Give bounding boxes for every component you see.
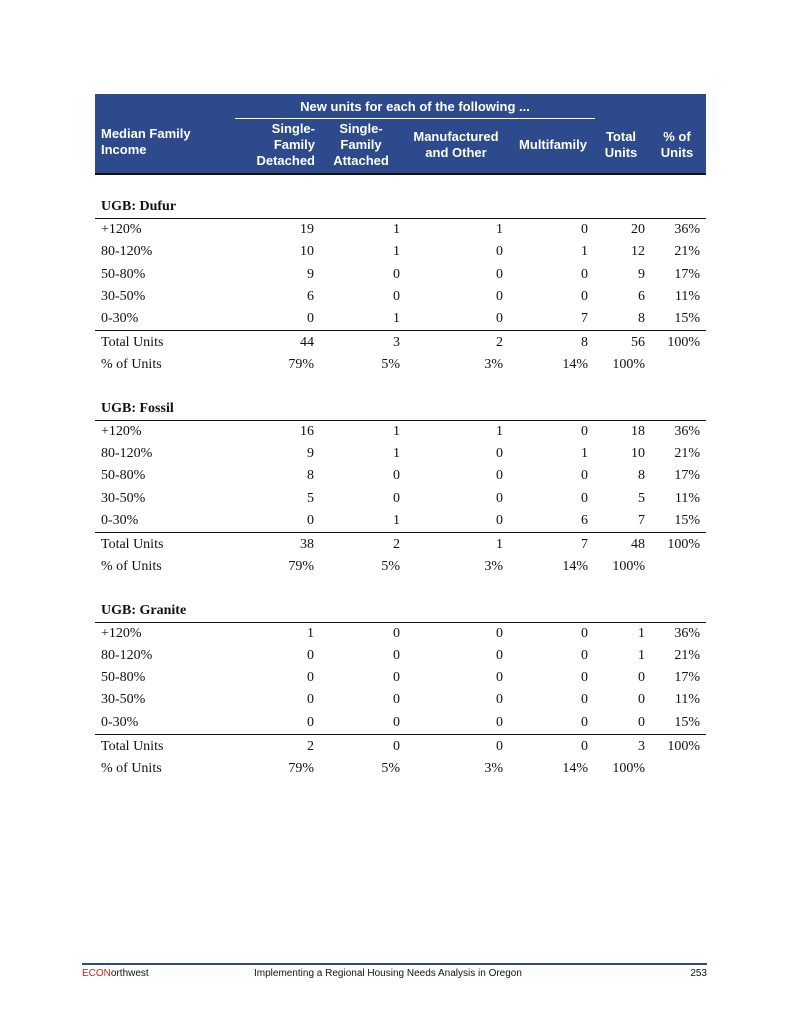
multifamily-cell: 0 bbox=[581, 490, 588, 506]
sfa-cell: 1 bbox=[393, 222, 400, 237]
income-cell: +120% bbox=[101, 222, 142, 237]
percent-row bbox=[95, 354, 706, 376]
income-cell: 50-80% bbox=[101, 468, 146, 484]
sfa-cell: 0 bbox=[393, 266, 400, 282]
sfd-cell: 79% bbox=[288, 559, 314, 575]
total-cell: 6 bbox=[638, 288, 645, 304]
manufactured-cell: 0 bbox=[496, 244, 503, 260]
col-header-manufactured: Manufactured and Other bbox=[413, 129, 499, 160]
sfd-cell: 79% bbox=[288, 357, 314, 373]
multifamily-cell: 8 bbox=[581, 335, 588, 351]
pct-cell: 36% bbox=[674, 625, 700, 641]
income-cell: 50-80% bbox=[101, 266, 146, 282]
income-cell: 30-50% bbox=[101, 692, 146, 708]
table-row bbox=[95, 465, 706, 487]
multifamily-cell: 1 bbox=[581, 446, 588, 462]
table-row bbox=[95, 421, 706, 443]
section-title: UGB: Dufur bbox=[95, 196, 706, 219]
sfa-cell: 0 bbox=[393, 714, 400, 730]
multifamily-cell: 14% bbox=[562, 761, 588, 777]
pct-cell: 21% bbox=[674, 446, 700, 462]
multifamily-cell: 0 bbox=[581, 647, 588, 663]
manufactured-cell: 0 bbox=[496, 647, 503, 663]
pct-cell: 21% bbox=[674, 244, 700, 260]
footer-brand bbox=[82, 968, 149, 979]
table-row bbox=[95, 667, 706, 689]
sfd-cell: 6 bbox=[307, 288, 314, 304]
col-header-total: Total Units bbox=[604, 129, 638, 160]
pct-cell: 21% bbox=[674, 647, 700, 663]
income-cell: 30-50% bbox=[101, 490, 146, 506]
multifamily-cell: 14% bbox=[562, 357, 588, 373]
pct-cell: 100% bbox=[667, 739, 700, 755]
sfd-cell: 0 bbox=[307, 714, 314, 730]
sfd-cell: 10 bbox=[300, 244, 314, 260]
table-row bbox=[95, 623, 706, 645]
manufactured-cell: 0 bbox=[496, 446, 503, 462]
multifamily-cell: 0 bbox=[581, 739, 588, 755]
income-cell: % of Units bbox=[101, 559, 162, 575]
total-cell: 100% bbox=[612, 357, 645, 373]
total-cell: 100% bbox=[612, 761, 645, 777]
total-cell: 1 bbox=[638, 647, 645, 663]
section-title: UGB: Granite bbox=[95, 600, 706, 623]
total-cell: 56 bbox=[631, 335, 645, 351]
manufactured-cell: 0 bbox=[496, 311, 503, 327]
total-row bbox=[95, 532, 706, 556]
footer-brand-econ: ECON bbox=[82, 968, 111, 979]
table-row bbox=[95, 689, 706, 711]
footer-brand-rest: orthwest bbox=[110, 968, 149, 979]
manufactured-cell: 1 bbox=[496, 537, 503, 553]
income-cell: 0-30% bbox=[101, 714, 139, 730]
sfa-cell: 1 bbox=[393, 311, 400, 327]
col-header-income: Median Family Income bbox=[101, 126, 191, 157]
sfd-cell: 0 bbox=[307, 670, 314, 686]
pct-cell: 15% bbox=[674, 311, 700, 327]
total-cell: 48 bbox=[631, 537, 645, 553]
group-header-label: New units for each of the following ... bbox=[300, 99, 530, 114]
sfa-cell: 0 bbox=[393, 625, 400, 641]
manufactured-cell: 3% bbox=[484, 559, 503, 575]
total-cell: 18 bbox=[631, 423, 645, 439]
sfa-cell: 0 bbox=[393, 670, 400, 686]
total-cell: 3 bbox=[638, 739, 645, 755]
table-row bbox=[95, 219, 706, 241]
total-cell: 9 bbox=[638, 266, 645, 282]
page-number: 253 bbox=[690, 968, 707, 979]
income-cell: Total Units bbox=[101, 537, 164, 553]
sfd-cell: 5 bbox=[307, 490, 314, 506]
sfa-cell: 0 bbox=[393, 490, 400, 506]
sfa-cell: 0 bbox=[393, 647, 400, 663]
manufactured-cell: 0 bbox=[496, 490, 503, 506]
multifamily-cell: 0 bbox=[581, 714, 588, 730]
sfa-cell: 2 bbox=[393, 537, 400, 553]
total-cell: 0 bbox=[638, 670, 645, 686]
table-row bbox=[95, 443, 706, 465]
sfd-cell: 9 bbox=[307, 266, 314, 282]
total-cell: 0 bbox=[638, 714, 645, 730]
sfa-cell: 1 bbox=[393, 512, 400, 528]
manufactured-cell: 0 bbox=[496, 714, 503, 730]
total-cell: 0 bbox=[638, 692, 645, 708]
page-footer bbox=[82, 963, 707, 985]
manufactured-cell: 3% bbox=[484, 357, 503, 373]
table-row bbox=[95, 488, 706, 510]
section-title: UGB: Fossil bbox=[95, 398, 706, 421]
multifamily-cell: 0 bbox=[581, 288, 588, 304]
manufactured-cell: 1 bbox=[496, 222, 503, 237]
table-row bbox=[95, 510, 706, 532]
sfd-cell: 16 bbox=[300, 423, 314, 439]
sfa-cell: 0 bbox=[393, 692, 400, 708]
sfa-cell: 5% bbox=[381, 559, 400, 575]
sfd-cell: 79% bbox=[288, 761, 314, 777]
pct-cell: 100% bbox=[667, 335, 700, 351]
table-section bbox=[95, 196, 706, 377]
table-row bbox=[95, 241, 706, 263]
section-spacer bbox=[95, 579, 706, 600]
sfa-cell: 5% bbox=[381, 761, 400, 777]
sfd-cell: 2 bbox=[307, 739, 314, 755]
multifamily-cell: 0 bbox=[581, 266, 588, 282]
group-header-rule bbox=[235, 118, 595, 119]
manufactured-cell: 2 bbox=[496, 335, 503, 351]
section-spacer bbox=[95, 377, 706, 398]
sfa-cell: 0 bbox=[393, 288, 400, 304]
pct-cell: 17% bbox=[674, 266, 700, 282]
sfd-cell: 0 bbox=[307, 311, 314, 327]
sfa-cell: 3 bbox=[393, 335, 400, 351]
multifamily-cell: 0 bbox=[581, 423, 588, 439]
manufactured-cell: 0 bbox=[496, 288, 503, 304]
multifamily-cell: 0 bbox=[581, 670, 588, 686]
manufactured-cell: 3% bbox=[484, 761, 503, 777]
sfd-cell: 8 bbox=[307, 468, 314, 484]
income-cell: Total Units bbox=[101, 335, 164, 351]
multifamily-cell: 0 bbox=[581, 692, 588, 708]
sfa-cell: 1 bbox=[393, 446, 400, 462]
multifamily-cell: 7 bbox=[581, 311, 588, 327]
table-section bbox=[95, 600, 706, 781]
manufactured-cell: 0 bbox=[496, 670, 503, 686]
col-header-sfd: Single-Family Detached bbox=[256, 121, 315, 168]
total-cell: 12 bbox=[631, 244, 645, 260]
sfd-cell: 0 bbox=[307, 647, 314, 663]
table-header bbox=[95, 94, 706, 175]
percent-row bbox=[95, 556, 706, 578]
income-cell: 0-30% bbox=[101, 311, 139, 327]
footer-title: Implementing a Regional Housing Needs Analysis in Oregon bbox=[254, 968, 522, 979]
percent-row bbox=[95, 758, 706, 780]
multifamily-cell: 0 bbox=[581, 468, 588, 484]
total-cell: 5 bbox=[638, 490, 645, 506]
col-header-sfa: Single-Family Attached bbox=[333, 121, 389, 168]
multifamily-cell: 6 bbox=[581, 512, 588, 528]
pct-cell: 17% bbox=[674, 468, 700, 484]
pct-cell: 11% bbox=[674, 692, 700, 708]
manufactured-cell: 1 bbox=[496, 423, 503, 439]
col-header-pct: % of Units bbox=[660, 129, 694, 160]
multifamily-cell: 14% bbox=[562, 559, 588, 575]
income-cell: % of Units bbox=[101, 357, 162, 373]
pct-cell: 100% bbox=[667, 537, 700, 553]
income-cell: 50-80% bbox=[101, 670, 146, 686]
table-row bbox=[95, 264, 706, 286]
manufactured-cell: 0 bbox=[496, 739, 503, 755]
income-cell: 80-120% bbox=[101, 446, 153, 462]
sfd-cell: 1 bbox=[307, 625, 314, 641]
multifamily-cell: 7 bbox=[581, 537, 588, 553]
sfa-cell: 0 bbox=[393, 468, 400, 484]
total-cell: 1 bbox=[638, 625, 645, 641]
total-cell: 10 bbox=[631, 446, 645, 462]
sfd-cell: 9 bbox=[307, 446, 314, 462]
manufactured-cell: 0 bbox=[496, 266, 503, 282]
income-cell: % of Units bbox=[101, 761, 162, 777]
table-row bbox=[95, 308, 706, 330]
manufactured-cell: 0 bbox=[496, 692, 503, 708]
income-cell: 80-120% bbox=[101, 244, 153, 260]
income-cell: +120% bbox=[101, 423, 142, 439]
manufactured-cell: 0 bbox=[496, 512, 503, 528]
sfd-cell: 44 bbox=[300, 335, 314, 351]
income-cell: 80-120% bbox=[101, 647, 153, 663]
col-header-multifamily: Multifamily bbox=[519, 137, 587, 152]
sfa-cell: 5% bbox=[381, 357, 400, 373]
pct-cell: 15% bbox=[674, 512, 700, 528]
total-cell: 20 bbox=[631, 222, 645, 237]
sfa-cell: 1 bbox=[393, 423, 400, 439]
sfd-cell: 0 bbox=[307, 512, 314, 528]
pct-cell: 17% bbox=[674, 670, 700, 686]
pct-cell: 36% bbox=[674, 423, 700, 439]
income-cell: Total Units bbox=[101, 739, 164, 755]
table-row bbox=[95, 645, 706, 667]
manufactured-cell: 0 bbox=[496, 468, 503, 484]
multifamily-cell: 0 bbox=[581, 625, 588, 641]
table-section bbox=[95, 398, 706, 579]
income-cell: 0-30% bbox=[101, 512, 139, 528]
sfa-cell: 1 bbox=[393, 244, 400, 260]
sfd-cell: 38 bbox=[300, 537, 314, 553]
multifamily-cell: 1 bbox=[581, 244, 588, 260]
pct-cell: 36% bbox=[674, 222, 700, 237]
manufactured-cell: 0 bbox=[496, 625, 503, 641]
pct-cell: 15% bbox=[674, 714, 700, 730]
sfd-cell: 19 bbox=[300, 222, 314, 237]
pct-cell: 11% bbox=[674, 490, 700, 506]
data-table bbox=[95, 196, 706, 780]
total-cell: 8 bbox=[638, 311, 645, 327]
total-row bbox=[95, 734, 706, 758]
sfa-cell: 0 bbox=[393, 739, 400, 755]
pct-cell: 11% bbox=[674, 288, 700, 304]
total-cell: 8 bbox=[638, 468, 645, 484]
multifamily-cell: 0 bbox=[581, 222, 588, 237]
table-row bbox=[95, 712, 706, 734]
sfd-cell: 0 bbox=[307, 692, 314, 708]
total-cell: 7 bbox=[638, 512, 645, 528]
total-row bbox=[95, 330, 706, 354]
table-row bbox=[95, 286, 706, 308]
income-cell: +120% bbox=[101, 625, 142, 641]
total-cell: 100% bbox=[612, 559, 645, 575]
income-cell: 30-50% bbox=[101, 288, 146, 304]
